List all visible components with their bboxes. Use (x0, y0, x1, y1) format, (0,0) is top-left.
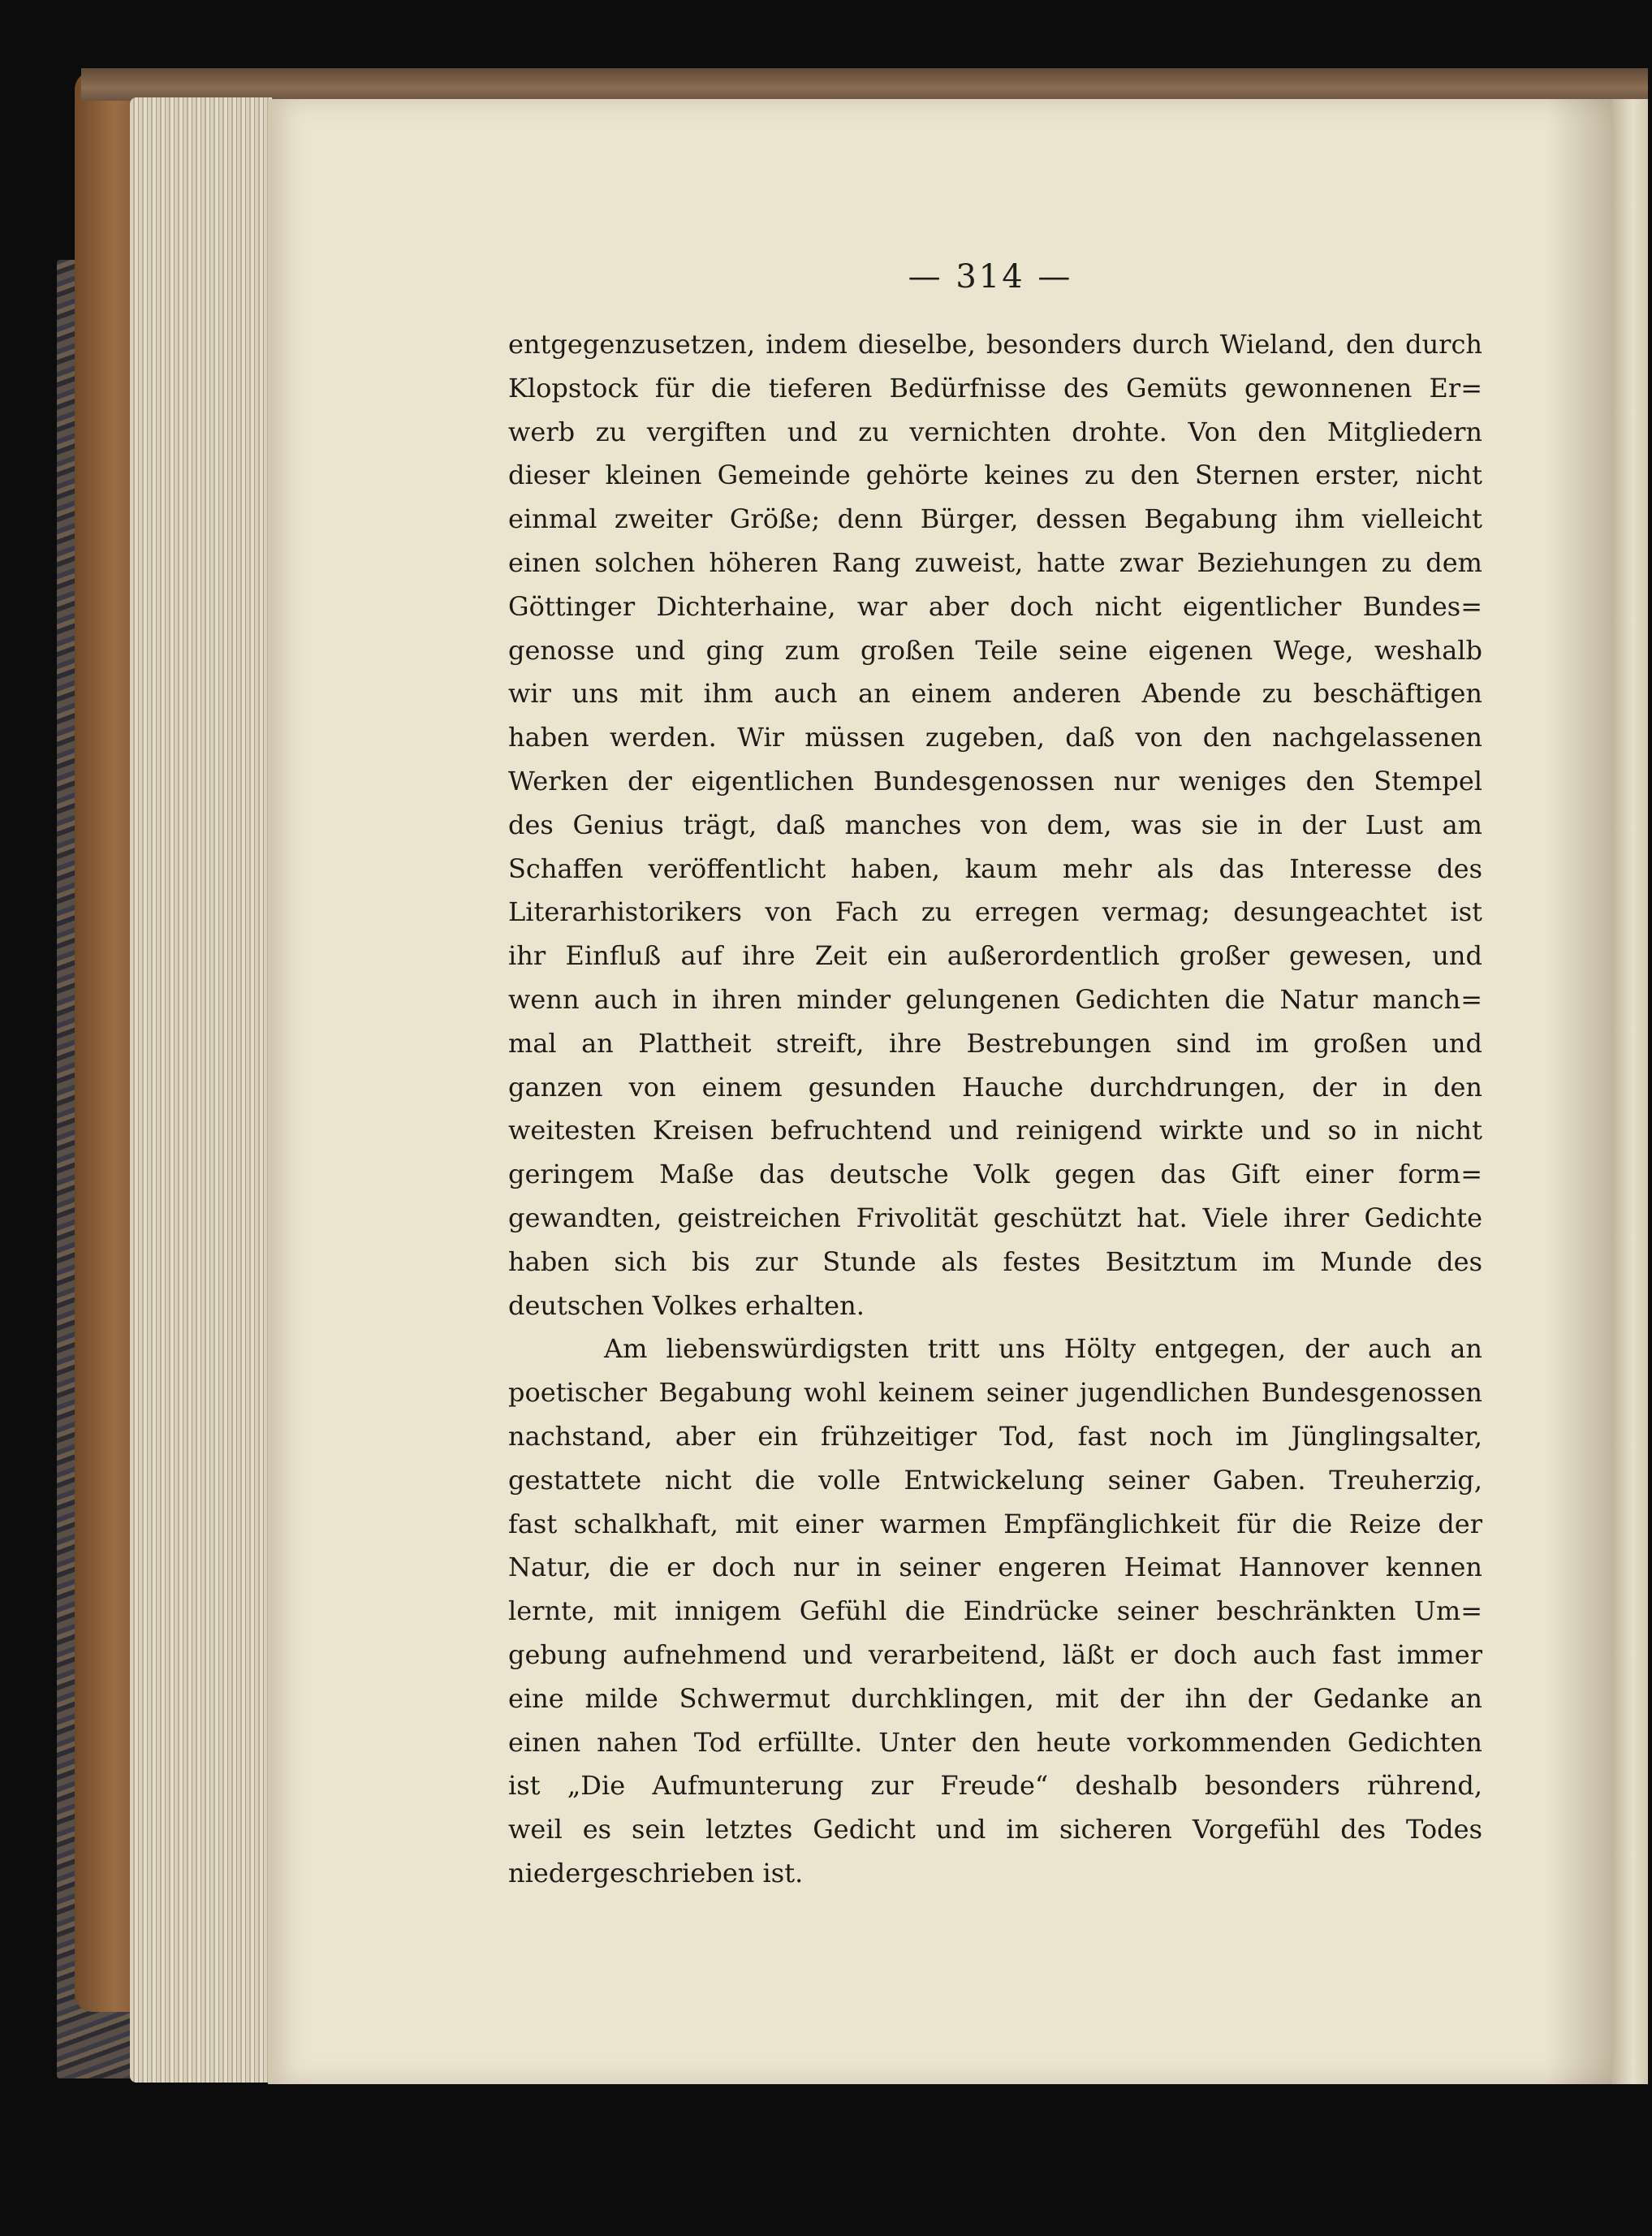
text-line: haben sich bis zur Stunde als festes Besitztum im Munde des (508, 1245, 1482, 1277)
text-line: Werken der eigentlichen Bundesgenossen nur weniges den Stempel (508, 765, 1482, 796)
text-line: fast schalkhaft, mit einer warmen Empfänglichkeit für die Reize der (508, 1508, 1482, 1539)
text-line: Am liebenswürdigsten tritt uns Hölty entgegen, der auch an (604, 1333, 1482, 1365)
text-line: einmal zweiter Größe; denn Bürger, dessen Begabung ihm vielleicht (508, 503, 1482, 535)
text-line: gebung aufnehmend und verarbeitend, läßt er doch auch fast immer (508, 1638, 1482, 1670)
text-line: ist „Die Aufmunterung zur Freude“ deshalb besonders rührend, (508, 1770, 1482, 1802)
text-line: ganzen von einem gesunden Hauche durchdrungen, der in den (508, 1071, 1482, 1103)
text-line: einen nahen Tod erfüllte. Unter den heute vorkommenden Gedichten (508, 1726, 1482, 1758)
text-line: wir uns mit ihm auch an einem anderen Abende zu beschäftigen (508, 678, 1482, 710)
page-block-edges (130, 97, 272, 2083)
text-line: ihr Einfluß auf ihre Zeit ein außerordentlich großer gewesen, und (508, 940, 1482, 972)
text-line: entgegenzusetzen, indem dieselbe, besonders durch Wieland, den durch (508, 329, 1482, 360)
text-line: weitesten Kreisen befruchtend und reinigend wirkte und so in nicht (508, 1115, 1482, 1146)
text-line: poetischer Begabung wohl keinem seiner jugendlichen Bundesgenossen (508, 1377, 1482, 1409)
text-line: wenn auch in ihren minder gelungenen Gedichten die Natur manch= (508, 983, 1482, 1015)
facing-page-edge (1611, 99, 1648, 2084)
text-line: niedergeschrieben ist. (508, 1857, 804, 1889)
text-line: genosse und ging zum großen Teile seine eigenen Wege, weshalb (508, 634, 1482, 666)
top-binding-edge (81, 68, 1648, 101)
text-line: gewandten, geistreichen Frivolität geschützt hat. Viele ihrer Gedichte (508, 1202, 1482, 1233)
text-line: eine milde Schwermut durchklingen, mit der ihn der Gedanke an (508, 1682, 1482, 1714)
text-line: Natur, die er doch nur in seiner engeren Heimat Hannover kennen (508, 1552, 1482, 1583)
text-line: nachstand, aber ein frühzeitiger Tod, fast noch im Jünglingsalter, (508, 1420, 1482, 1452)
text-line: lernte, mit innigem Gefühl die Eindrücke seiner beschränkten Um= (508, 1595, 1482, 1627)
text-line: des Genius trägt, daß manches von dem, was sie in der Lust am (508, 809, 1482, 840)
text-line: einen solchen höheren Rang zuweist, hatte zwar Beziehungen zu dem (508, 546, 1482, 578)
text-line: Göttinger Dichterhaine, war aber doch nicht eigentlicher Bundes= (508, 590, 1482, 622)
text-line: haben werden. Wir müssen zugeben, daß von den nachgelassenen (508, 722, 1482, 753)
text-line: geringem Maße das deutsche Volk gegen das Gift einer form= (508, 1159, 1482, 1190)
text-line: gestattete nicht die volle Entwickelung seiner Gaben. Treuherzig, (508, 1464, 1482, 1496)
text-line: dieser kleinen Gemeinde gehörte keines zu den Sternen erster, nicht (508, 460, 1482, 491)
text-line: Schaffen veröffentlicht haben, kaum mehr als das Interesse des (508, 853, 1482, 884)
text-line: werb zu vergiften und zu vernichten drohte. Von den Mitgliedern (508, 416, 1482, 447)
page-number: — 314 — (908, 258, 1073, 296)
text-line: weil es sein letztes Gedicht und im sicheren Vorgefühl des Todes (508, 1814, 1482, 1845)
text-line: deutschen Volkes erhalten. (508, 1289, 865, 1321)
text-line: Literarhistorikers von Fach zu erregen vermag; desungeachtet ist (508, 896, 1482, 928)
text-line: Klopstock für die tieferen Bedürfnisse des Gemüts gewonnenen Er= (508, 372, 1482, 404)
gutter-shadow (1546, 99, 1615, 2084)
text-line: mal an Plattheit streift, ihre Bestrebungen sind im großen und (508, 1027, 1482, 1059)
body-text (508, 323, 1482, 1896)
